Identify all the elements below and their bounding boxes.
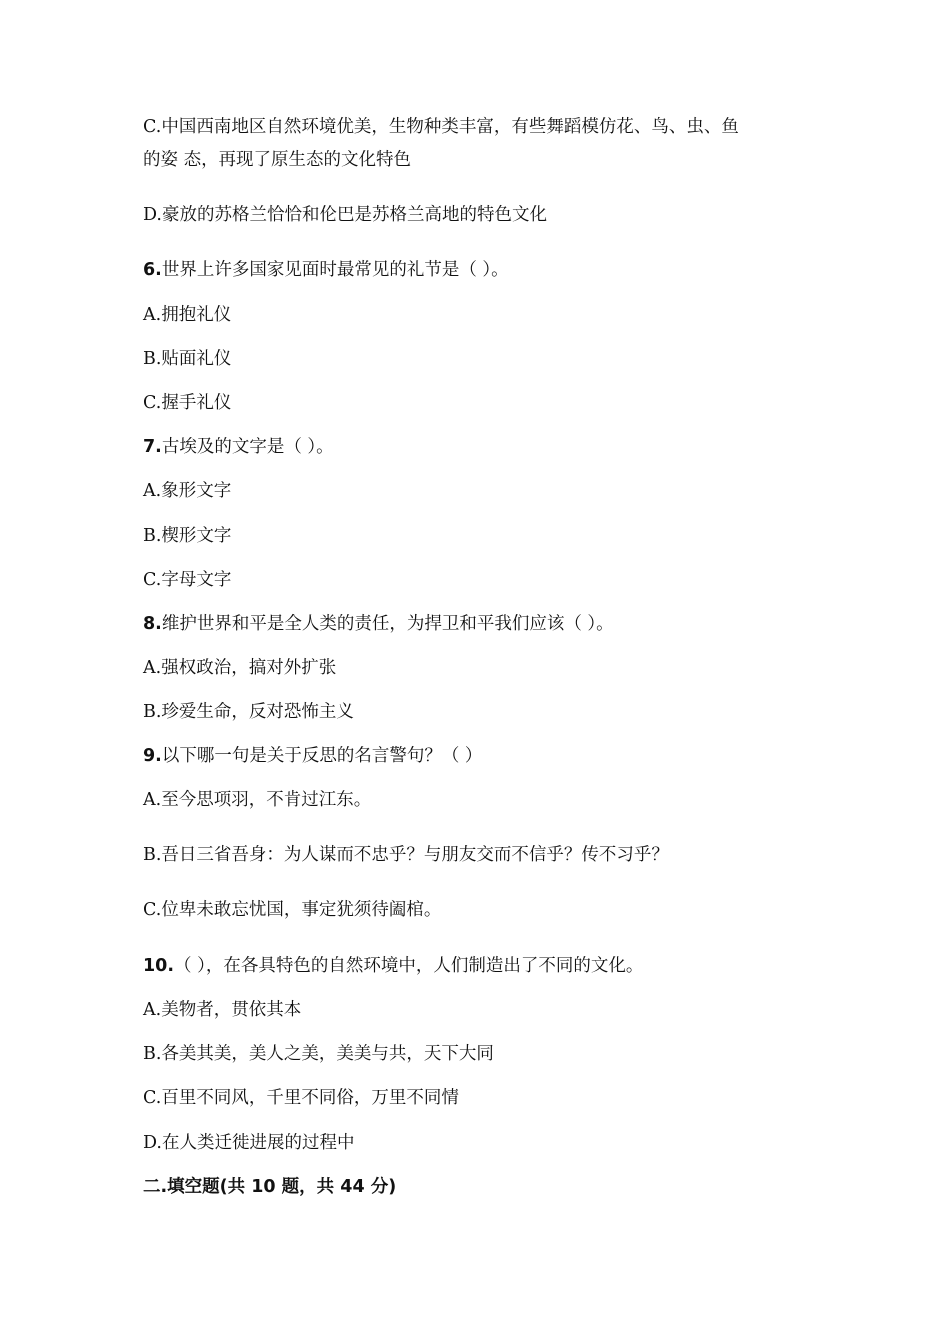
q6-option-a: A.拥抱礼仪 bbox=[143, 305, 232, 325]
question-10 bbox=[143, 954, 643, 978]
q10-option-a: A.美物者，贯依其本 bbox=[143, 1000, 302, 1020]
q9-option-a: A.至今思项羽，不肯过江东。 bbox=[143, 790, 372, 810]
q5-option-c-line1: C.中国西南地区自然环境优美，生物种类丰富，有些舞蹈模仿花、鸟、虫、鱼 bbox=[143, 117, 739, 137]
q7-option-b: B.楔形文字 bbox=[143, 526, 232, 546]
question-7-text: 古埃及的文字是（ ）。 bbox=[161, 437, 334, 457]
q10-option-c: C.百里不同风，千里不同俗，万里不同情 bbox=[143, 1088, 459, 1108]
q6-option-b: B.贴面礼仪 bbox=[143, 349, 232, 369]
q8-option-b: B.珍爱生命，反对恐怖主义 bbox=[143, 702, 354, 722]
q5-option-d: D.豪放的苏格兰恰恰和伦巴是苏格兰高地的特色文化 bbox=[143, 205, 547, 225]
question-8-text: 维护世界和平是全人类的责任，为捍卫和平我们应该（ ）。 bbox=[161, 614, 614, 634]
question-7 bbox=[143, 435, 334, 459]
question-10-number: 10. bbox=[143, 956, 175, 976]
q10-option-d: D.在人类迁徙进展的过程中 bbox=[143, 1133, 355, 1153]
q6-option-c: C.握手礼仪 bbox=[143, 393, 232, 413]
q8-option-a: A.强权政治，搞对外扩张 bbox=[143, 658, 337, 678]
q7-option-a: A.象形文字 bbox=[143, 481, 232, 501]
question-9 bbox=[143, 744, 482, 768]
question-6 bbox=[143, 258, 509, 282]
question-9-text: 以下哪一句是关于反思的名言警句？（ ） bbox=[161, 746, 483, 766]
section-2-title: 二.填空题(共 10 题，共 44 分) bbox=[143, 1177, 397, 1197]
question-10-text: （ ），在各具特色的自然环境中，人们制造出了不同的文化。 bbox=[174, 956, 644, 976]
question-6-text: 世界上许多国家见面时最常见的礼节是（ ）。 bbox=[161, 260, 509, 280]
q9-option-b: B.吾日三省吾身：为人谋而不忠乎？与朋友交而不信乎？传不习乎？ bbox=[143, 845, 669, 865]
question-9-number: 9. bbox=[143, 746, 162, 766]
question-7-number: 7. bbox=[143, 437, 162, 457]
q5-option-c-line2: 的姿 态，再现了原生态的文化特色 bbox=[143, 150, 412, 170]
q9-option-c: C.位卑未敢忘忧国，事定犹须待阖棺。 bbox=[143, 900, 442, 920]
q7-option-c: C.字母文字 bbox=[143, 570, 232, 590]
q10-option-b: B.各美其美，美人之美，美美与共，天下大同 bbox=[143, 1044, 494, 1064]
question-8 bbox=[143, 612, 614, 636]
question-8-number: 8. bbox=[143, 614, 162, 634]
question-6-number: 6. bbox=[143, 260, 162, 280]
